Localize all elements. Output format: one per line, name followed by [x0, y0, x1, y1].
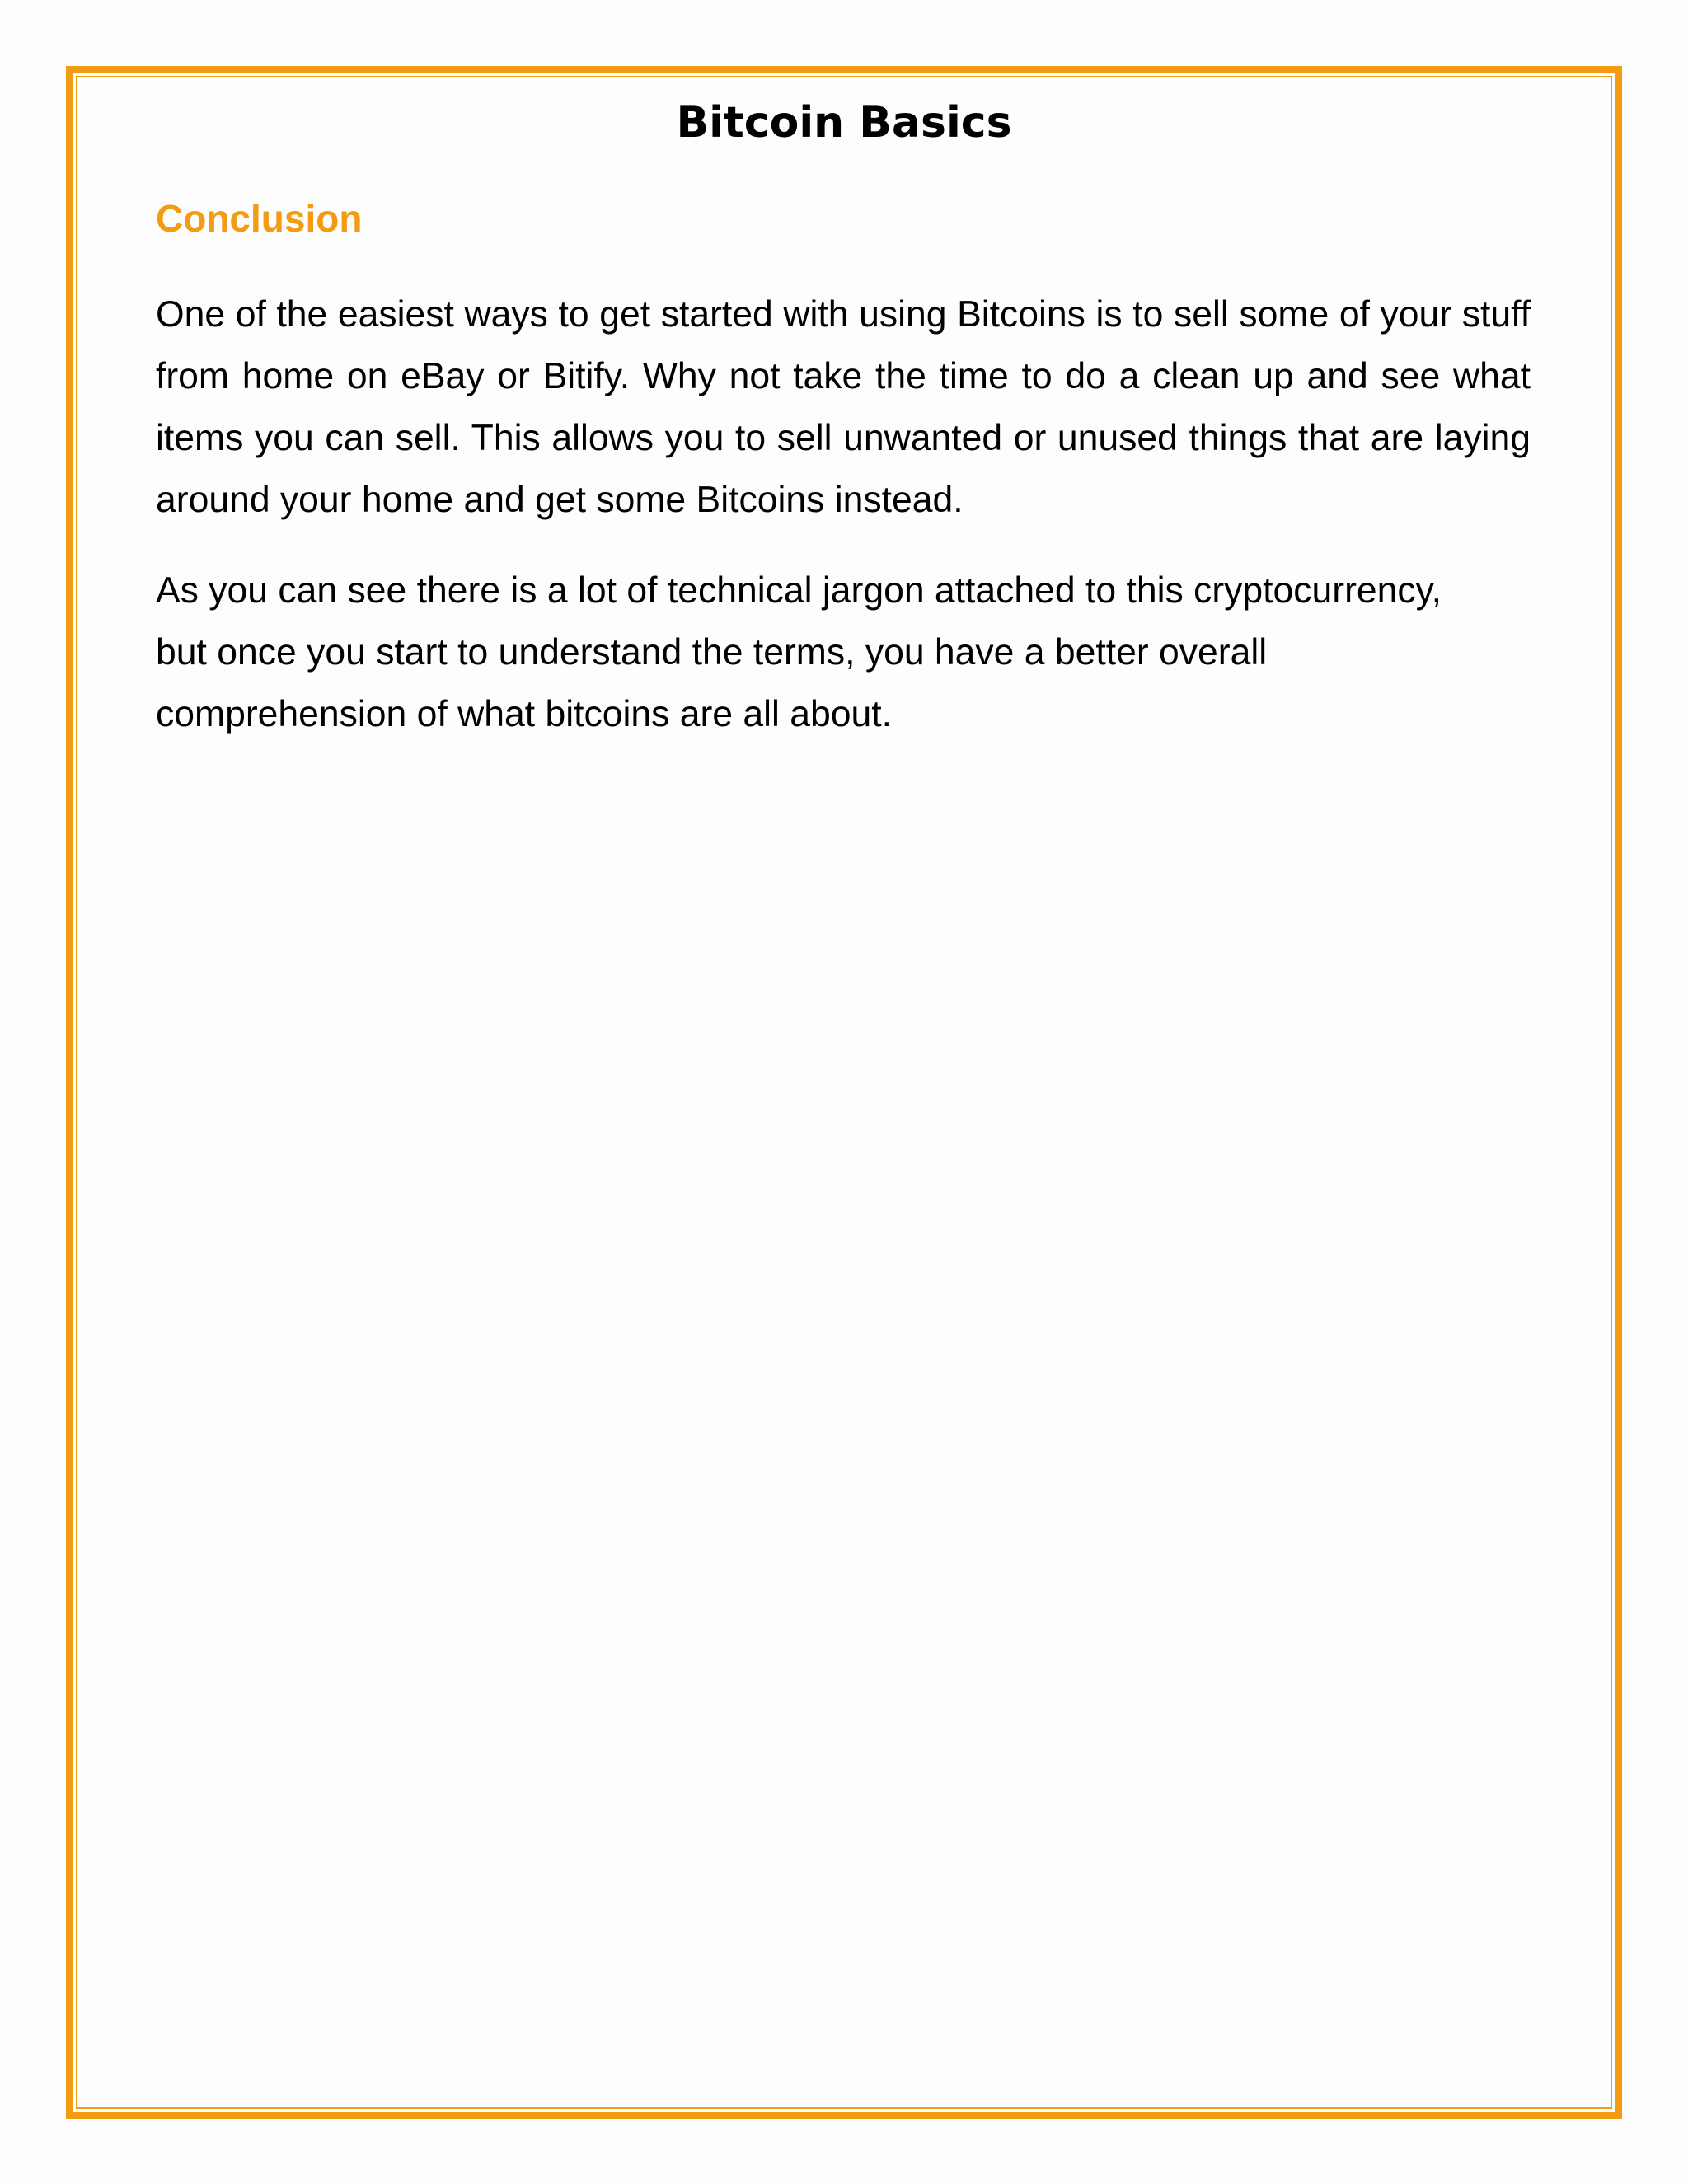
section-body — [156, 284, 1531, 745]
page-title: Bitcoin Basics — [676, 98, 1012, 148]
body-paragraph: As you can see there is a lot of technical jargon attached to this cryptocurrency, but once you start to understand the terms, you have a better overall comprehension of what bitcoins are all about. — [156, 570, 1442, 734]
body-paragraph: One of the easiest ways to get started with using Bitcoins is to sell some of your stuff from home on eBay or Bitify. Why not take the time to do a clean up and see what items you can sell. This allows you to sell unwanted or unused things that are laying around your home and get some Bitcoins instead. — [156, 294, 1531, 520]
section-heading: Conclusion — [156, 197, 363, 240]
